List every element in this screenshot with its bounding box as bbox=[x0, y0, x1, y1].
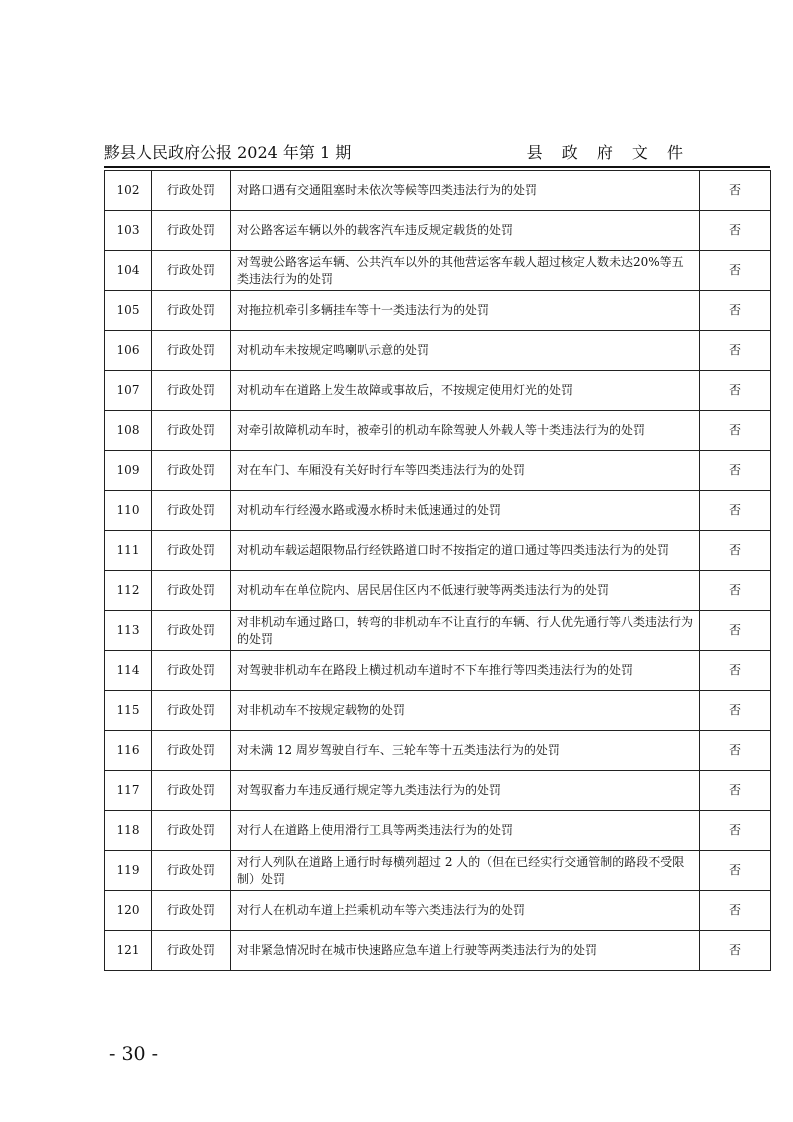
power-type-cell: 行政处罚 bbox=[152, 651, 231, 691]
item-content-cell: 对非紧急情况时在城市快速路应急车道上行驶等两类违法行为的处罚 bbox=[231, 931, 700, 971]
power-type-cell: 行政处罚 bbox=[152, 891, 231, 931]
power-type-cell: 行政处罚 bbox=[152, 371, 231, 411]
flag-cell: 否 bbox=[700, 491, 771, 531]
penalty-table-body bbox=[105, 171, 771, 971]
power-type-cell: 行政处罚 bbox=[152, 211, 231, 251]
row-number-cell: 119 bbox=[105, 851, 152, 891]
power-type-cell: 行政处罚 bbox=[152, 571, 231, 611]
row-number-cell: 108 bbox=[105, 411, 152, 451]
flag-cell: 否 bbox=[700, 731, 771, 771]
power-type-cell: 行政处罚 bbox=[152, 251, 231, 291]
flag-cell: 否 bbox=[700, 251, 771, 291]
table-row bbox=[105, 171, 771, 211]
flag-cell: 否 bbox=[700, 171, 771, 211]
row-number-cell: 106 bbox=[105, 331, 152, 371]
table-row bbox=[105, 771, 771, 811]
table-row bbox=[105, 931, 771, 971]
row-number-cell: 103 bbox=[105, 211, 152, 251]
item-content-cell: 对驾驶公路客运车辆、公共汽车以外的其他营运客车载人超过核定人数未达20%等五类违法行为的处罚 bbox=[231, 251, 700, 291]
item-content-cell: 对机动车行经漫水路或漫水桥时未低速通过的处罚 bbox=[231, 491, 700, 531]
flag-cell: 否 bbox=[700, 811, 771, 851]
row-number-cell: 113 bbox=[105, 611, 152, 651]
item-content-cell: 对机动车在道路上发生故障或事故后，不按规定使用灯光的处罚 bbox=[231, 371, 700, 411]
bulletin-title: 黟县人民政府公报 2024 年第 1 期 bbox=[104, 143, 352, 162]
flag-cell: 否 bbox=[700, 611, 771, 651]
item-content-cell: 对行人在道路上使用滑行工具等两类违法行为的处罚 bbox=[231, 811, 700, 851]
row-number-cell: 115 bbox=[105, 691, 152, 731]
table-row bbox=[105, 371, 771, 411]
table-row bbox=[105, 571, 771, 611]
power-type-cell: 行政处罚 bbox=[152, 531, 231, 571]
flag-cell: 否 bbox=[700, 851, 771, 891]
table-row bbox=[105, 811, 771, 851]
table-row bbox=[105, 491, 771, 531]
table-row bbox=[105, 211, 771, 251]
row-number-cell: 118 bbox=[105, 811, 152, 851]
flag-cell: 否 bbox=[700, 571, 771, 611]
flag-cell: 否 bbox=[700, 931, 771, 971]
row-number-cell: 117 bbox=[105, 771, 152, 811]
item-content-cell: 对路口遇有交通阻塞时未依次等候等四类违法行为的处罚 bbox=[231, 171, 700, 211]
item-content-cell: 对拖拉机牵引多辆挂车等十一类违法行为的处罚 bbox=[231, 291, 700, 331]
flag-cell: 否 bbox=[700, 211, 771, 251]
power-type-cell: 行政处罚 bbox=[152, 811, 231, 851]
item-content-cell: 对在车门、车厢没有关好时行车等四类违法行为的处罚 bbox=[231, 451, 700, 491]
flag-cell: 否 bbox=[700, 451, 771, 491]
row-number-cell: 111 bbox=[105, 531, 152, 571]
header-rule bbox=[104, 166, 770, 168]
item-content-cell: 对机动车载运超限物品行经铁路道口时不按指定的道口通过等四类违法行为的处罚 bbox=[231, 531, 700, 571]
page-header bbox=[104, 141, 690, 165]
item-content-cell: 对机动车未按规定鸣喇叭示意的处罚 bbox=[231, 331, 700, 371]
item-content-cell: 对非机动车不按规定载物的处罚 bbox=[231, 691, 700, 731]
power-type-cell: 行政处罚 bbox=[152, 331, 231, 371]
power-type-cell: 行政处罚 bbox=[152, 771, 231, 811]
flag-cell: 否 bbox=[700, 651, 771, 691]
page-number: - 30 - bbox=[109, 1043, 159, 1065]
table-row bbox=[105, 331, 771, 371]
power-type-cell: 行政处罚 bbox=[152, 851, 231, 891]
power-type-cell: 行政处罚 bbox=[152, 491, 231, 531]
item-content-cell: 对行人在机动车道上拦乘机动车等六类违法行为的处罚 bbox=[231, 891, 700, 931]
power-type-cell: 行政处罚 bbox=[152, 411, 231, 451]
table-row bbox=[105, 651, 771, 691]
flag-cell: 否 bbox=[700, 891, 771, 931]
flag-cell: 否 bbox=[700, 411, 771, 451]
penalty-table-container bbox=[104, 170, 770, 971]
item-content-cell: 对非机动车通过路口，转弯的非机动车不让直行的车辆、行人优先通行等八类违法行为的处罚 bbox=[231, 611, 700, 651]
item-content-cell: 对机动车在单位院内、居民居住区内不低速行驶等两类违法行为的处罚 bbox=[231, 571, 700, 611]
section-title: 县 政 府 文 件 bbox=[526, 143, 690, 162]
item-content-cell: 对驾驭畜力车违反通行规定等九类违法行为的处罚 bbox=[231, 771, 700, 811]
flag-cell: 否 bbox=[700, 331, 771, 371]
row-number-cell: 102 bbox=[105, 171, 152, 211]
table-row bbox=[105, 411, 771, 451]
item-content-cell: 对驾驶非机动车在路段上横过机动车道时不下车推行等四类违法行为的处罚 bbox=[231, 651, 700, 691]
flag-cell: 否 bbox=[700, 771, 771, 811]
flag-cell: 否 bbox=[700, 691, 771, 731]
item-content-cell: 对公路客运车辆以外的载客汽车违反规定载货的处罚 bbox=[231, 211, 700, 251]
row-number-cell: 114 bbox=[105, 651, 152, 691]
penalty-table bbox=[104, 170, 771, 971]
power-type-cell: 行政处罚 bbox=[152, 451, 231, 491]
flag-cell: 否 bbox=[700, 531, 771, 571]
power-type-cell: 行政处罚 bbox=[152, 691, 231, 731]
table-row bbox=[105, 611, 771, 651]
power-type-cell: 行政处罚 bbox=[152, 171, 231, 211]
row-number-cell: 112 bbox=[105, 571, 152, 611]
table-row bbox=[105, 691, 771, 731]
item-content-cell: 对未满 12 周岁驾驶自行车、三轮车等十五类违法行为的处罚 bbox=[231, 731, 700, 771]
power-type-cell: 行政处罚 bbox=[152, 611, 231, 651]
table-row bbox=[105, 451, 771, 491]
row-number-cell: 104 bbox=[105, 251, 152, 291]
flag-cell: 否 bbox=[700, 291, 771, 331]
row-number-cell: 121 bbox=[105, 931, 152, 971]
table-row bbox=[105, 251, 771, 291]
power-type-cell: 行政处罚 bbox=[152, 731, 231, 771]
row-number-cell: 120 bbox=[105, 891, 152, 931]
row-number-cell: 116 bbox=[105, 731, 152, 771]
row-number-cell: 107 bbox=[105, 371, 152, 411]
row-number-cell: 110 bbox=[105, 491, 152, 531]
item-content-cell: 对牵引故障机动车时，被牵引的机动车除驾驶人外载人等十类违法行为的处罚 bbox=[231, 411, 700, 451]
table-row bbox=[105, 851, 771, 891]
flag-cell: 否 bbox=[700, 371, 771, 411]
row-number-cell: 105 bbox=[105, 291, 152, 331]
item-content-cell: 对行人列队在道路上通行时每横列超过 2 人的（但在已经实行交通管制的路段不受限制）处罚 bbox=[231, 851, 700, 891]
table-row bbox=[105, 891, 771, 931]
table-row bbox=[105, 291, 771, 331]
power-type-cell: 行政处罚 bbox=[152, 291, 231, 331]
row-number-cell: 109 bbox=[105, 451, 152, 491]
table-row bbox=[105, 731, 771, 771]
power-type-cell: 行政处罚 bbox=[152, 931, 231, 971]
table-row bbox=[105, 531, 771, 571]
